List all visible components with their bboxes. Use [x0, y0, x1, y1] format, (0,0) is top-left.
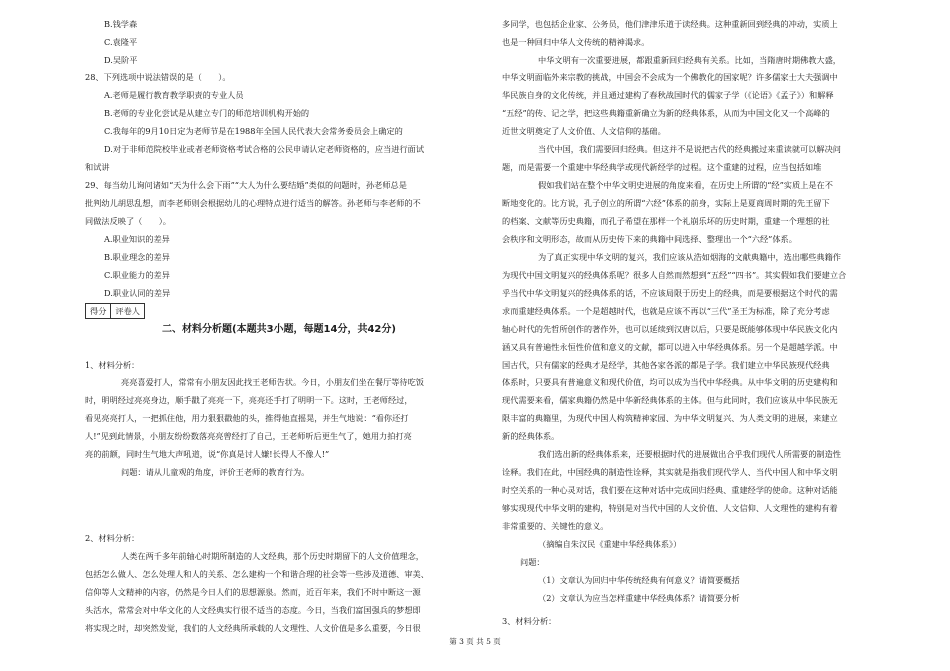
- material-2-cont-line: 断地变化的。比方说，孔子创立的所谓“六经”体系的前身，实际上是夏商周时期的先王留下: [502, 198, 830, 208]
- material-2-line-1: 人类在两千多年前轴心时期所制造的人文经典，那个历史时期留下的人文价值理念，: [121, 551, 424, 561]
- material-2-cont-line: 现代需要来看，儒家典籍仍然是中华新经典体系的主体。但与此同时，我们应该从中华民族无: [502, 395, 838, 405]
- q27-option-c: C.袁隆平: [104, 37, 138, 47]
- material-1-line-2: 时，明明经过亮亮身边，顺手戳了亮亮一下，亮亮还手打了明明一下。这时，王老师经过，: [85, 395, 413, 405]
- material-2-heading: 2、材料分析：: [85, 533, 140, 543]
- material-2-cont-line: 非常重要的、关键性的意义。: [502, 521, 609, 531]
- section-title: 二、材料分析题(本题共3小题，每题14分，共42分): [162, 324, 396, 335]
- material-2-cont-line: 也是一种回归中华人文传统的精神渴求。: [502, 37, 650, 47]
- material-2-cont-line: 求而重建经典体系。一个是超越时代，也就是应该不再以“三代”圣王为标准，除了充分考虑: [502, 306, 830, 316]
- score-label: 得分: [90, 306, 107, 316]
- q28-option-a: A.老师是履行教育教学职责的专业人员: [104, 90, 244, 100]
- q28-option-d: D.对于非师范院校毕业或者老师资格考试合格的公民申请认定老师资格的，应当进行面试: [104, 144, 425, 154]
- q29-option-c: C.职业能力的差异: [104, 270, 170, 280]
- q29-stem-3: 同做法反映了（ ）。: [85, 216, 171, 226]
- score-box: [85, 303, 145, 319]
- page-number: 第 3 页 共 5 页: [449, 637, 501, 646]
- material-2-cont-line: 体系时，只要具有普遍意义和现代价值，均可以成为当代中华经典。从中华文明的历史建构和: [502, 377, 838, 387]
- material-2-cont-line: 为现代中国文明复兴的经典体系呢？很多人自然而然想到“五经”“四书”。其实假如我们要建立合: [502, 270, 847, 280]
- q28-option-c: C.我每年的9月10日定为老师节是在1988年全国人民代表大会常务委员会上确定的: [104, 126, 403, 136]
- material-2-cont-line: 时空关系的一种心灵对话，我们要在这种对话中完成回归经典、重建经学的使命。这种对话能: [502, 485, 838, 495]
- material-2-cont-line: 涵又具有普遍性永恒性价值和意义的文献，都可以进入中华经典体系。另一个是超越学派。中: [502, 342, 838, 352]
- q27-option-d: D.吴阶平: [104, 55, 138, 65]
- q28-option-d-cont: 和试讲: [85, 162, 110, 172]
- material-1-heading: 1、材料分析：: [85, 360, 140, 370]
- material-2-cont-line: 中华文明面临外来宗教的挑战，中国会不会成为一个佛教化的国家呢？许多儒家士大夫强调中: [502, 72, 838, 82]
- material-2-question-1: （1）文章认为回归中华传统经典有何意义？请简要概括: [538, 575, 740, 585]
- material-2-cont-line: 国古代，只有儒家的经典才是经学，其他各家各派的都是子学。我们建立中华民族现代经典: [502, 360, 830, 370]
- q29-option-d: D.职业认同的差异: [104, 288, 171, 298]
- q29-stem-2: 批判幼儿胡思乱想，而李老师则会根据幼儿的心理特点进行适当的解答。孙老师与李老师的不: [85, 198, 421, 208]
- material-2-line-2: 包括怎么做人、怎么处理人和人的关系、怎么建构一个和谐合理的社会等一些涉及道德、审美、: [85, 569, 429, 579]
- material-2-cont-line: 假如我们站在整个中华文明史进展的角度来看，在历史上所谓的“经”实质上是在不: [538, 180, 833, 190]
- material-2-cont-line: 新的经典体系。: [502, 431, 560, 441]
- q29-option-b: B.职业理念的差异: [104, 252, 170, 262]
- q29-option-a: A.职业知识的差异: [104, 234, 170, 244]
- material-1-line-1: 亮亮喜爱打人，常常有小朋友因此找王老师告状。今日，小朋友们坐在餐厅等待吃饭: [121, 377, 424, 387]
- material-2-cont-line: 轴心时代的先哲所创作的著作外，也可以延续到汉唐以后，只要是既能够体现中华民族文化内: [502, 324, 838, 334]
- material-3-heading: 3、材料分析：: [502, 616, 557, 626]
- q28-stem: 28、下列选项中说法错误的是（ ）。: [85, 72, 231, 82]
- material-2-line-4: 头活水，常常会对中华文化的人文经典实行很不适当的态度。今日，当我们富国强兵的梦想即: [85, 605, 421, 615]
- material-2-question-2: （2）文章认为应当怎样重建中华经典体系？请简要分析: [538, 593, 740, 603]
- grader-label: 评卷人: [110, 304, 144, 318]
- material-2-cont-line: 多同学，也包括企业家、公务员，他们津津乐道于读经典。这种重新回到经典的冲动，实质上: [502, 19, 838, 29]
- material-2-line-3: 信仰等人文精神的内容，仍然是今日人们的思想源泉。然而，近百年来，我们不时中断这一源: [85, 587, 421, 597]
- material-2-cont-line: 当代中国，我们需要回归经典。但这并不是说把古代的经典搬过来重读就可以解决问: [538, 144, 841, 154]
- material-2-cont-line: 我们选出新的经典体系来，还要根据时代的进展做出合乎我们现代人所需要的制造性: [538, 449, 841, 459]
- material-1-line-4: 人!”见到此情景，小朋友纷纷数落亮亮曾经打了自己，王老师听后更生气了，她用力拍打亮: [85, 431, 412, 441]
- q28-option-b: B.老师的专业化尝试是从建立专门的师范培训机构开始的: [104, 108, 310, 118]
- q29-stem: 29、每当幼儿询问诸如“天为什么会下雨”“大人为什么要结婚”类似的问题时，孙老师总是: [85, 180, 407, 190]
- material-2-line-5: 将实现之时，却突然发觉，我们的人文经典所承载的人文理性、人文价值是多么重要，今日很: [85, 623, 421, 633]
- material-2-cont-line: 乎当代中华文明复兴的经典体系的话，不应该局限于历史上的经典，而是要根据这个时代的需: [502, 288, 838, 298]
- material-2-cont-line: “五经”的传、记之学，把这些典籍重新确立为新的经典体系，从而为中国文化又一个高峰的: [502, 108, 830, 118]
- material-2-cont-line: 中华文明有一次重要进展，都跟重新回归经典有关系。比如，当隋唐时期佛教大盛，: [538, 55, 841, 65]
- material-1-line-3: 看见亮亮打人，一把抓住他，用力狠狠戳他的头，推得他直摇晃，并生气地说：“看你还打: [85, 413, 409, 423]
- material-2-question-label: 问题：: [520, 557, 545, 567]
- material-2-cont-line: 诠释。我们在此，中国经典的制造性诠释，其实就是指我们现代学人、当代中国人和中华文明: [502, 467, 838, 477]
- material-2-cont-line: 题，而是需要一个重建中华经典学或现代新经学的过程。这个重建的过程，应当包括如堆: [502, 162, 822, 172]
- material-2-cont-line: 的档案、文献等历史典籍，而孔子希望在那样一个礼崩乐坏的历史时期，重建一个理想的社: [502, 216, 830, 226]
- q27-option-b: B.钱学森: [104, 19, 138, 29]
- material-2-source: （摘编自朱汉民《重建中华经典体系》）: [538, 539, 682, 549]
- material-2-cont-line: 会秩序和文明形态，故而从历史传下来的典籍中间选择、整理出一个“六经”体系。: [502, 234, 797, 244]
- material-2-cont-line: 为了真正实现中华文明的复兴，我们应该从浩如烟海的文献典籍中，选出哪些典籍作: [538, 252, 841, 262]
- material-2-cont-line: 近世文明奠定了人文价值、人文信仰的基础。: [502, 126, 666, 136]
- material-2-cont-line: 华民族自身的文化传统，并且通过建构了春秋战国时代的儒家子学（《论语》《孟子》）和解释: [502, 90, 834, 100]
- material-2-cont-line: 够实现现代中华文明的建构，特别是对当代中国的人文价值、人文信仰、人文理性的建构有着: [502, 503, 838, 513]
- material-1-question: 问题：请从儿童观的角度，评价王老师的教育行为。: [121, 467, 310, 477]
- material-1-line-5: 亮的前额，同时生气地大声吼道，说“你真是讨人嫌!长得人不像人!”: [85, 449, 330, 459]
- material-2-cont-line: 限丰富的典籍里，为现代中国人构筑精神家园、为中华文明复兴、为人类文明的进展，来建立: [502, 413, 838, 423]
